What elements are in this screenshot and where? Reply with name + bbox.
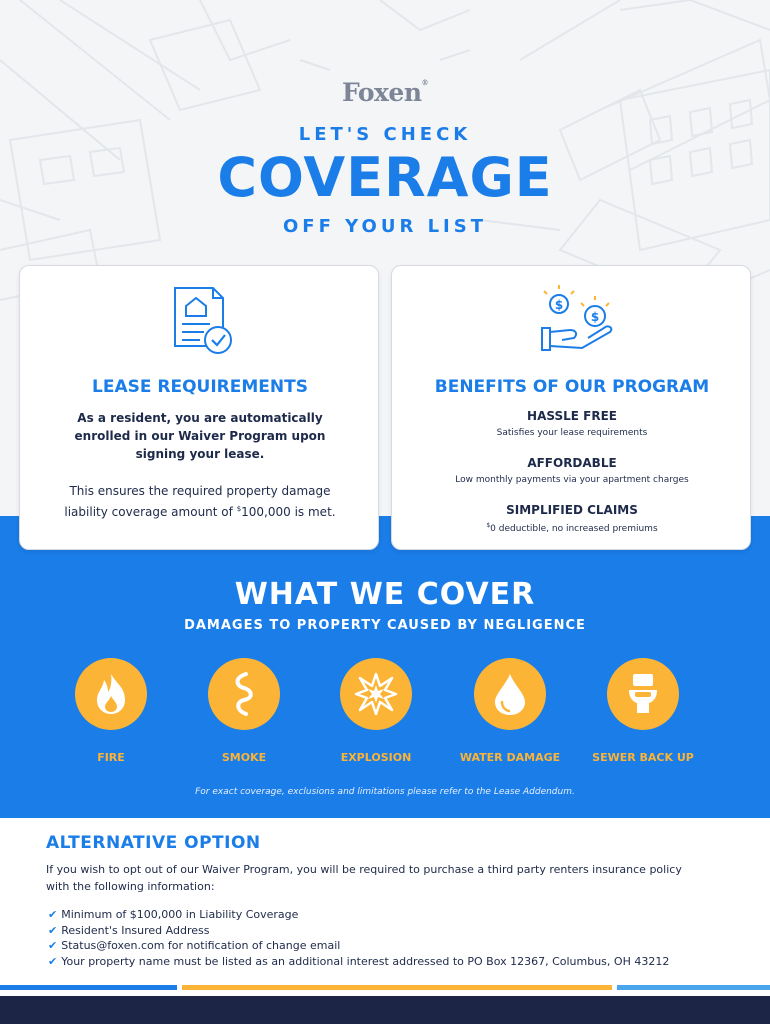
hand-dollar-coins-icon (392, 284, 752, 358)
lease-requirements-card (19, 265, 379, 550)
brand-name: Foxen (341, 78, 422, 107)
coverage-subtitle: DAMAGES TO PROPERTY CAUSED BY NEGLIGENCE (184, 618, 586, 633)
requirement-text: Minimum of $100,000 in Liability Coverage (61, 908, 299, 921)
list-item (48, 938, 669, 954)
benefit-text-value: 0 deductible, no increased premiums (490, 524, 658, 534)
coverage-label: FIRE (97, 751, 125, 764)
benefits-card-title: BENEFITS OF OUR PROGRAM (434, 377, 710, 397)
fire-icon (75, 658, 147, 730)
list-item (48, 923, 669, 939)
checkmark-icon: ✔ (48, 939, 58, 952)
benefit-heading: AFFORDABLE (527, 456, 617, 470)
hero-headline: COVERAGE (217, 146, 553, 209)
benefit-currency: $ (486, 522, 491, 529)
coverage-disclaimer: For exact coverage, exclusions and limitations please refer to the Lease Addendum. (195, 787, 575, 797)
footer-stripe-blue (0, 985, 177, 990)
benefit-affordable (392, 456, 752, 485)
requirements-list (48, 907, 669, 969)
footer-stripe-light-blue (617, 985, 770, 990)
benefits-card (391, 265, 751, 550)
checkmark-icon: ✔ (48, 954, 58, 968)
coverage-item-smoke (169, 658, 319, 764)
coverage-item-fire (36, 658, 186, 764)
checkmark-icon: ✔ (48, 908, 58, 921)
coverage-label: EXPLOSION (340, 751, 412, 764)
coverage-item-sewer-back-up (568, 658, 718, 764)
alternative-title: ALTERNATIVE OPTION (46, 833, 261, 853)
lease-body-currency: $ (236, 505, 242, 513)
benefit-simplified-claims (392, 503, 752, 534)
lease-card-title: LEASE REQUIREMENTS (92, 377, 308, 397)
lease-body-bold: As a resident, you are automatically enrolled in our Waiver Program upon signing your lease. (74, 411, 326, 461)
lease-body-text (60, 482, 340, 521)
checkmark-icon: ✔ (48, 923, 58, 937)
trademark-mark: ® (421, 78, 429, 87)
explosion-icon (340, 658, 412, 730)
alternative-intro: If you wish to opt out of our Waiver Program, you will be required to purchase a third party renters insurance policy with the following information: (46, 863, 682, 893)
brand-logo (0, 78, 770, 107)
requirement-text: Resident's Insured Address (61, 923, 210, 937)
coverage-label: WATER DAMAGE (459, 751, 561, 764)
requirement-text: Your property name must be listed as an additional interest addressed to PO Box 12367, Columbus, OH 43212 (61, 954, 670, 968)
requirement-text: Status@foxen.com for notification of change email (61, 939, 341, 952)
svg-text:$: $ (554, 298, 564, 312)
footer-stripe-yellow (182, 985, 612, 990)
svg-text:$: $ (590, 310, 600, 324)
benefit-text: Low monthly payments via your apartment charges (455, 475, 689, 485)
coverage-label: SEWER BACK UP (592, 751, 694, 764)
coverage-item-water-damage (435, 658, 585, 764)
benefit-heading: SIMPLIFIED CLAIMS (506, 503, 638, 517)
benefit-text: Satisfies your lease requirements (496, 428, 648, 438)
coverage-label: SMOKE (221, 751, 267, 764)
coverage-item-explosion (301, 658, 451, 764)
water-drop-icon (474, 658, 546, 730)
coverage-title: WHAT WE COVER (234, 577, 536, 612)
hero-kicker-top: LET'S CHECK (298, 124, 472, 145)
lease-body-part1: This ensures the required property damage liability coverage amount of (64, 484, 331, 519)
document-house-check-icon (20, 284, 380, 358)
benefit-text (392, 522, 752, 534)
footer-bar (0, 996, 770, 1024)
list-item (48, 954, 669, 970)
benefit-hassle-free (392, 409, 752, 438)
lease-body-part2: 100,000 is met. (241, 505, 336, 519)
list-item (48, 907, 669, 923)
hero-kicker-bottom: OFF YOUR LIST (282, 216, 487, 237)
smoke-icon (208, 658, 280, 730)
benefit-heading: HASSLE FREE (527, 409, 617, 423)
toilet-icon (607, 658, 679, 730)
